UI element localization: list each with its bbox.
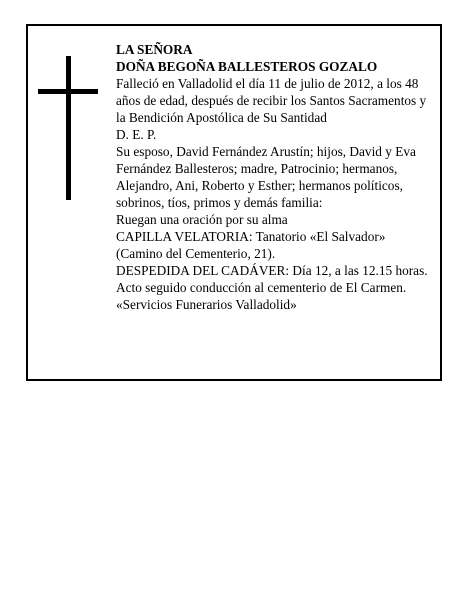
cross-horizontal-bar bbox=[38, 89, 98, 94]
prayer-request: Ruegan una oración por su alma bbox=[116, 212, 288, 227]
funeral-services: «Servicios Funerarios Valladolid» bbox=[116, 297, 297, 312]
farewell-info: DESPEDIDA DEL CADÁVER: Día 12, a las 12.15 horas. Acto seguido conducción al cementerio de El Carmen. bbox=[116, 263, 428, 295]
heading-title: LA SEÑORA bbox=[116, 42, 193, 57]
dep-text: D. E. P. bbox=[116, 127, 157, 142]
notice-text bbox=[116, 41, 432, 313]
death-info: Falleció en Valladolid el día 11 de julio de 2012, a los 48 años de edad, después de recibir los Santos Sacramentos y la Bendición Apostólica de Su Santidad bbox=[116, 76, 427, 125]
obituary-notice bbox=[26, 24, 442, 381]
chapel-info: CAPILLA VELATORIA: Tanatorio «El Salvador» (Camino del Cementerio, 21). bbox=[116, 229, 386, 261]
cross-vertical-bar bbox=[66, 56, 71, 200]
deceased-name: DOÑA BEGOÑA BALLESTEROS GOZALO bbox=[116, 59, 378, 74]
cross-icon bbox=[38, 56, 98, 200]
family-list: Su esposo, David Fernández Arustín; hijos, David y Eva Fernández Ballesteros; madre, Patrocinio; hermanos, Alejandro, Ani, Roberto y Esther; hermanos políticos, sobrinos, tíos, primos y demás familia: bbox=[116, 144, 416, 210]
